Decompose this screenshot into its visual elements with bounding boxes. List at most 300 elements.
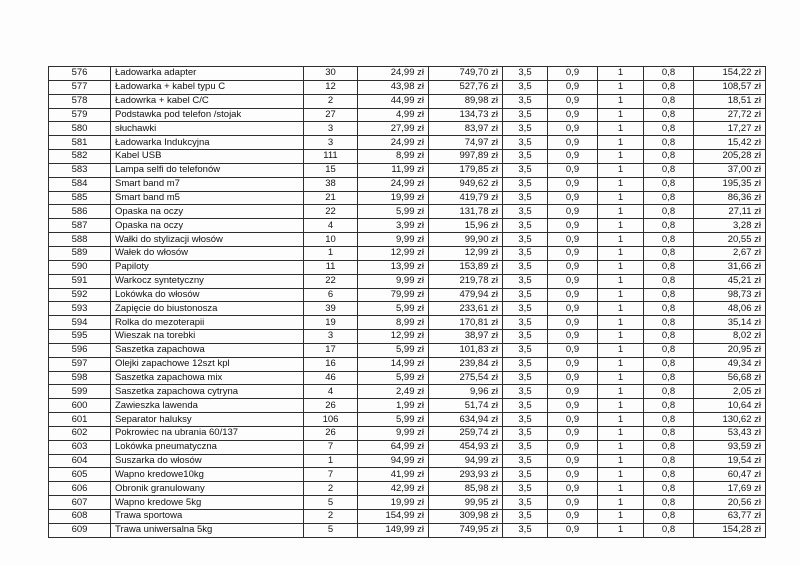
cell-row-number: 604 xyxy=(49,454,111,468)
cell-factor-4: 0,8 xyxy=(644,108,694,122)
table-row xyxy=(49,496,766,510)
cell-factor-3: 1 xyxy=(598,108,644,122)
cell-total-value: 293,93 zł xyxy=(429,468,503,482)
cell-product-name: Olejki zapachowe 12szt kpl xyxy=(111,357,304,371)
cell-factor-3: 1 xyxy=(598,454,644,468)
cell-factor-1: 3,5 xyxy=(503,496,548,510)
cell-total-value: 275,54 zł xyxy=(429,371,503,385)
cell-quantity: 10 xyxy=(304,233,358,247)
cell-unit-price: 24,99 zł xyxy=(358,136,429,150)
cell-quantity: 46 xyxy=(304,371,358,385)
cell-quantity: 3 xyxy=(304,330,358,344)
cell-final-value: 195,35 zł xyxy=(694,177,766,191)
table-row xyxy=(49,163,766,177)
cell-unit-price: 43,98 zł xyxy=(358,80,429,94)
cell-quantity: 16 xyxy=(304,357,358,371)
cell-product-name: Smart band m5 xyxy=(111,191,304,205)
cell-final-value: 10,64 zł xyxy=(694,399,766,413)
cell-quantity: 6 xyxy=(304,288,358,302)
cell-final-value: 86,36 zł xyxy=(694,191,766,205)
cell-factor-4: 0,8 xyxy=(644,316,694,330)
cell-row-number: 597 xyxy=(49,357,111,371)
cell-factor-1: 3,5 xyxy=(503,163,548,177)
cell-product-name: Rolka do mezoterapii xyxy=(111,316,304,330)
cell-factor-1: 3,5 xyxy=(503,260,548,274)
cell-total-value: 51,74 zł xyxy=(429,399,503,413)
cell-factor-1: 3,5 xyxy=(503,426,548,440)
cell-factor-4: 0,8 xyxy=(644,177,694,191)
cell-factor-1: 3,5 xyxy=(503,219,548,233)
cell-final-value: 108,57 zł xyxy=(694,80,766,94)
cell-factor-3: 1 xyxy=(598,468,644,482)
cell-product-name: Kabel USB xyxy=(111,150,304,164)
table-row xyxy=(49,150,766,164)
cell-factor-3: 1 xyxy=(598,219,644,233)
cell-quantity: 5 xyxy=(304,523,358,537)
cell-unit-price: 13,99 zł xyxy=(358,260,429,274)
cell-total-value: 99,95 zł xyxy=(429,496,503,510)
cell-factor-3: 1 xyxy=(598,426,644,440)
cell-unit-price: 27,99 zł xyxy=(358,122,429,136)
cell-factor-2: 0,9 xyxy=(548,523,598,537)
cell-factor-4: 0,8 xyxy=(644,468,694,482)
table-row xyxy=(49,385,766,399)
cell-quantity: 39 xyxy=(304,302,358,316)
table-row xyxy=(49,316,766,330)
cell-row-number: 605 xyxy=(49,468,111,482)
cell-row-number: 609 xyxy=(49,523,111,537)
cell-factor-1: 3,5 xyxy=(503,150,548,164)
cell-factor-1: 3,5 xyxy=(503,122,548,136)
cell-factor-1: 3,5 xyxy=(503,440,548,454)
cell-unit-price: 19,99 zł xyxy=(358,496,429,510)
cell-factor-2: 0,9 xyxy=(548,94,598,108)
cell-factor-4: 0,8 xyxy=(644,260,694,274)
cell-final-value: 18,51 zł xyxy=(694,94,766,108)
cell-factor-3: 1 xyxy=(598,496,644,510)
cell-unit-price: 154,99 zł xyxy=(358,510,429,524)
cell-total-value: 233,61 zł xyxy=(429,302,503,316)
table-row xyxy=(49,233,766,247)
cell-row-number: 577 xyxy=(49,80,111,94)
cell-row-number: 591 xyxy=(49,274,111,288)
cell-final-value: 53,43 zł xyxy=(694,426,766,440)
cell-row-number: 590 xyxy=(49,260,111,274)
cell-factor-2: 0,9 xyxy=(548,219,598,233)
cell-factor-2: 0,9 xyxy=(548,482,598,496)
cell-quantity: 12 xyxy=(304,80,358,94)
cell-factor-3: 1 xyxy=(598,177,644,191)
cell-row-number: 594 xyxy=(49,316,111,330)
cell-row-number: 608 xyxy=(49,510,111,524)
cell-factor-2: 0,9 xyxy=(548,302,598,316)
cell-quantity: 27 xyxy=(304,108,358,122)
cell-quantity: 17 xyxy=(304,343,358,357)
products-table xyxy=(48,66,766,538)
cell-factor-1: 3,5 xyxy=(503,191,548,205)
cell-factor-2: 0,9 xyxy=(548,67,598,81)
cell-product-name: Wapno kredowe10kg xyxy=(111,468,304,482)
cell-factor-4: 0,8 xyxy=(644,510,694,524)
cell-factor-4: 0,8 xyxy=(644,343,694,357)
table-row xyxy=(49,80,766,94)
cell-factor-2: 0,9 xyxy=(548,371,598,385)
cell-unit-price: 9,99 zł xyxy=(358,274,429,288)
cell-factor-4: 0,8 xyxy=(644,523,694,537)
cell-factor-1: 3,5 xyxy=(503,454,548,468)
cell-final-value: 2,05 zł xyxy=(694,385,766,399)
cell-total-value: 38,97 zł xyxy=(429,330,503,344)
cell-unit-price: 2,49 zł xyxy=(358,385,429,399)
cell-unit-price: 8,99 zł xyxy=(358,150,429,164)
cell-factor-4: 0,8 xyxy=(644,67,694,81)
table-row xyxy=(49,454,766,468)
cell-row-number: 593 xyxy=(49,302,111,316)
cell-factor-2: 0,9 xyxy=(548,343,598,357)
cell-factor-2: 0,9 xyxy=(548,357,598,371)
cell-final-value: 56,68 zł xyxy=(694,371,766,385)
cell-row-number: 586 xyxy=(49,205,111,219)
cell-unit-price: 12,99 zł xyxy=(358,246,429,260)
cell-factor-3: 1 xyxy=(598,385,644,399)
cell-row-number: 579 xyxy=(49,108,111,122)
table-row xyxy=(49,371,766,385)
cell-product-name: Ładowarka + kabel typu C xyxy=(111,80,304,94)
cell-factor-2: 0,9 xyxy=(548,274,598,288)
cell-factor-1: 3,5 xyxy=(503,246,548,260)
cell-total-value: 89,98 zł xyxy=(429,94,503,108)
cell-product-name: Wapno kredowe 5kg xyxy=(111,496,304,510)
cell-unit-price: 5,99 zł xyxy=(358,205,429,219)
cell-factor-3: 1 xyxy=(598,482,644,496)
cell-factor-1: 3,5 xyxy=(503,108,548,122)
cell-final-value: 31,66 zł xyxy=(694,260,766,274)
cell-final-value: 130,62 zł xyxy=(694,413,766,427)
cell-row-number: 581 xyxy=(49,136,111,150)
cell-unit-price: 5,99 zł xyxy=(358,343,429,357)
cell-total-value: 134,73 zł xyxy=(429,108,503,122)
cell-quantity: 22 xyxy=(304,274,358,288)
cell-unit-price: 24,99 zł xyxy=(358,67,429,81)
cell-unit-price: 42,99 zł xyxy=(358,482,429,496)
cell-product-name: Ładowarka Indukcyjna xyxy=(111,136,304,150)
products-table-body xyxy=(49,67,766,538)
cell-quantity: 30 xyxy=(304,67,358,81)
cell-factor-3: 1 xyxy=(598,316,644,330)
cell-product-name: Zapięcie do biustonosza xyxy=(111,302,304,316)
cell-total-value: 239,84 zł xyxy=(429,357,503,371)
cell-factor-2: 0,9 xyxy=(548,316,598,330)
table-row xyxy=(49,219,766,233)
cell-factor-1: 3,5 xyxy=(503,510,548,524)
cell-unit-price: 5,99 zł xyxy=(358,413,429,427)
cell-unit-price: 9,99 zł xyxy=(358,233,429,247)
cell-factor-1: 3,5 xyxy=(503,523,548,537)
cell-factor-2: 0,9 xyxy=(548,399,598,413)
cell-factor-3: 1 xyxy=(598,288,644,302)
cell-factor-2: 0,9 xyxy=(548,496,598,510)
cell-quantity: 11 xyxy=(304,260,358,274)
cell-factor-3: 1 xyxy=(598,136,644,150)
cell-factor-2: 0,9 xyxy=(548,108,598,122)
cell-factor-1: 3,5 xyxy=(503,233,548,247)
cell-final-value: 35,14 zł xyxy=(694,316,766,330)
table-row xyxy=(49,357,766,371)
table-row xyxy=(49,122,766,136)
cell-factor-3: 1 xyxy=(598,122,644,136)
table-row xyxy=(49,288,766,302)
cell-unit-price: 5,99 zł xyxy=(358,302,429,316)
cell-factor-3: 1 xyxy=(598,510,644,524)
cell-total-value: 179,85 zł xyxy=(429,163,503,177)
cell-factor-4: 0,8 xyxy=(644,440,694,454)
cell-total-value: 85,98 zł xyxy=(429,482,503,496)
cell-total-value: 219,78 zł xyxy=(429,274,503,288)
cell-factor-2: 0,9 xyxy=(548,440,598,454)
cell-unit-price: 9,99 zł xyxy=(358,426,429,440)
cell-unit-price: 4,99 zł xyxy=(358,108,429,122)
cell-final-value: 20,56 zł xyxy=(694,496,766,510)
cell-factor-4: 0,8 xyxy=(644,205,694,219)
table-row xyxy=(49,246,766,260)
cell-factor-3: 1 xyxy=(598,205,644,219)
cell-factor-4: 0,8 xyxy=(644,219,694,233)
cell-factor-4: 0,8 xyxy=(644,80,694,94)
cell-factor-2: 0,9 xyxy=(548,426,598,440)
cell-product-name: Saszetka zapachowa mix xyxy=(111,371,304,385)
table-row xyxy=(49,274,766,288)
cell-total-value: 997,89 zł xyxy=(429,150,503,164)
cell-quantity: 26 xyxy=(304,399,358,413)
cell-row-number: 598 xyxy=(49,371,111,385)
cell-final-value: 63,77 zł xyxy=(694,510,766,524)
cell-product-name: Ładowrka + kabel C/C xyxy=(111,94,304,108)
cell-factor-4: 0,8 xyxy=(644,288,694,302)
cell-factor-4: 0,8 xyxy=(644,426,694,440)
cell-factor-2: 0,9 xyxy=(548,163,598,177)
cell-factor-1: 3,5 xyxy=(503,371,548,385)
cell-total-value: 419,79 zł xyxy=(429,191,503,205)
cell-factor-2: 0,9 xyxy=(548,233,598,247)
cell-row-number: 584 xyxy=(49,177,111,191)
cell-factor-2: 0,9 xyxy=(548,177,598,191)
cell-quantity: 26 xyxy=(304,426,358,440)
cell-row-number: 600 xyxy=(49,399,111,413)
table-row xyxy=(49,510,766,524)
cell-product-name: Obronik granulowany xyxy=(111,482,304,496)
cell-factor-3: 1 xyxy=(598,94,644,108)
cell-factor-2: 0,9 xyxy=(548,205,598,219)
cell-final-value: 27,11 zł xyxy=(694,205,766,219)
cell-factor-1: 3,5 xyxy=(503,302,548,316)
cell-quantity: 5 xyxy=(304,496,358,510)
cell-factor-1: 3,5 xyxy=(503,399,548,413)
cell-unit-price: 1,99 zł xyxy=(358,399,429,413)
cell-factor-1: 3,5 xyxy=(503,94,548,108)
cell-factor-3: 1 xyxy=(598,67,644,81)
cell-total-value: 479,94 zł xyxy=(429,288,503,302)
cell-product-name: Opaska na oczy xyxy=(111,219,304,233)
cell-factor-4: 0,8 xyxy=(644,163,694,177)
cell-total-value: 15,96 zł xyxy=(429,219,503,233)
cell-product-name: Trawa sportowa xyxy=(111,510,304,524)
cell-row-number: 578 xyxy=(49,94,111,108)
cell-final-value: 2,67 zł xyxy=(694,246,766,260)
cell-factor-1: 3,5 xyxy=(503,136,548,150)
cell-final-value: 3,28 zł xyxy=(694,219,766,233)
cell-factor-3: 1 xyxy=(598,233,644,247)
cell-row-number: 588 xyxy=(49,233,111,247)
cell-factor-4: 0,8 xyxy=(644,150,694,164)
cell-product-name: Podstawka pod telefon /stojak xyxy=(111,108,304,122)
cell-factor-4: 0,8 xyxy=(644,274,694,288)
cell-factor-2: 0,9 xyxy=(548,385,598,399)
cell-factor-3: 1 xyxy=(598,150,644,164)
cell-row-number: 582 xyxy=(49,150,111,164)
cell-quantity: 7 xyxy=(304,440,358,454)
cell-final-value: 98,73 zł xyxy=(694,288,766,302)
cell-factor-1: 3,5 xyxy=(503,80,548,94)
cell-factor-3: 1 xyxy=(598,330,644,344)
cell-factor-2: 0,9 xyxy=(548,510,598,524)
cell-quantity: 22 xyxy=(304,205,358,219)
cell-quantity: 38 xyxy=(304,177,358,191)
cell-factor-2: 0,9 xyxy=(548,260,598,274)
table-row xyxy=(49,136,766,150)
cell-row-number: 602 xyxy=(49,426,111,440)
cell-unit-price: 12,99 zł xyxy=(358,330,429,344)
cell-factor-4: 0,8 xyxy=(644,399,694,413)
cell-factor-1: 3,5 xyxy=(503,288,548,302)
cell-final-value: 154,28 zł xyxy=(694,523,766,537)
cell-product-name: Ładowarka adapter xyxy=(111,67,304,81)
cell-factor-3: 1 xyxy=(598,80,644,94)
cell-total-value: 153,89 zł xyxy=(429,260,503,274)
cell-factor-2: 0,9 xyxy=(548,413,598,427)
cell-unit-price: 5,99 zł xyxy=(358,371,429,385)
cell-factor-2: 0,9 xyxy=(548,122,598,136)
cell-factor-4: 0,8 xyxy=(644,94,694,108)
cell-factor-3: 1 xyxy=(598,343,644,357)
cell-product-name: Saszetka zapachowa cytryna xyxy=(111,385,304,399)
cell-final-value: 93,59 zł xyxy=(694,440,766,454)
cell-final-value: 17,69 zł xyxy=(694,482,766,496)
cell-row-number: 603 xyxy=(49,440,111,454)
cell-row-number: 583 xyxy=(49,163,111,177)
cell-row-number: 580 xyxy=(49,122,111,136)
cell-final-value: 17,27 zł xyxy=(694,122,766,136)
cell-factor-3: 1 xyxy=(598,413,644,427)
cell-factor-3: 1 xyxy=(598,357,644,371)
cell-total-value: 454,93 zł xyxy=(429,440,503,454)
cell-row-number: 601 xyxy=(49,413,111,427)
cell-factor-4: 0,8 xyxy=(644,246,694,260)
cell-factor-4: 0,8 xyxy=(644,233,694,247)
cell-row-number: 607 xyxy=(49,496,111,510)
cell-factor-4: 0,8 xyxy=(644,302,694,316)
cell-final-value: 45,21 zł xyxy=(694,274,766,288)
cell-unit-price: 19,99 zł xyxy=(358,191,429,205)
cell-product-name: Lampa selfi do telefonów xyxy=(111,163,304,177)
cell-product-name: Lokówka pneumatyczna xyxy=(111,440,304,454)
cell-row-number: 585 xyxy=(49,191,111,205)
cell-row-number: 587 xyxy=(49,219,111,233)
cell-factor-1: 3,5 xyxy=(503,343,548,357)
cell-unit-price: 24,99 zł xyxy=(358,177,429,191)
cell-quantity: 4 xyxy=(304,385,358,399)
table-row xyxy=(49,94,766,108)
cell-factor-4: 0,8 xyxy=(644,413,694,427)
cell-factor-3: 1 xyxy=(598,163,644,177)
cell-factor-1: 3,5 xyxy=(503,385,548,399)
cell-total-value: 259,74 zł xyxy=(429,426,503,440)
cell-unit-price: 94,99 zł xyxy=(358,454,429,468)
table-row xyxy=(49,413,766,427)
cell-final-value: 48,06 zł xyxy=(694,302,766,316)
cell-total-value: 131,78 zł xyxy=(429,205,503,219)
cell-final-value: 205,28 zł xyxy=(694,150,766,164)
cell-factor-1: 3,5 xyxy=(503,274,548,288)
cell-factor-1: 3,5 xyxy=(503,177,548,191)
cell-factor-2: 0,9 xyxy=(548,454,598,468)
cell-final-value: 15,42 zł xyxy=(694,136,766,150)
cell-total-value: 527,76 zł xyxy=(429,80,503,94)
cell-factor-4: 0,8 xyxy=(644,122,694,136)
cell-total-value: 309,98 zł xyxy=(429,510,503,524)
cell-factor-2: 0,9 xyxy=(548,246,598,260)
cell-unit-price: 14,99 zł xyxy=(358,357,429,371)
cell-total-value: 749,95 zł xyxy=(429,523,503,537)
cell-total-value: 12,99 zł xyxy=(429,246,503,260)
cell-total-value: 949,62 zł xyxy=(429,177,503,191)
cell-total-value: 170,81 zł xyxy=(429,316,503,330)
cell-factor-1: 3,5 xyxy=(503,205,548,219)
cell-factor-3: 1 xyxy=(598,302,644,316)
cell-row-number: 596 xyxy=(49,343,111,357)
cell-unit-price: 44,99 zł xyxy=(358,94,429,108)
cell-unit-price: 11,99 zł xyxy=(358,163,429,177)
cell-row-number: 576 xyxy=(49,67,111,81)
table-row xyxy=(49,177,766,191)
cell-quantity: 111 xyxy=(304,150,358,164)
cell-factor-3: 1 xyxy=(598,260,644,274)
cell-unit-price: 8,99 zł xyxy=(358,316,429,330)
cell-final-value: 20,95 zł xyxy=(694,343,766,357)
cell-row-number: 599 xyxy=(49,385,111,399)
table-row xyxy=(49,191,766,205)
cell-quantity: 21 xyxy=(304,191,358,205)
cell-total-value: 101,83 zł xyxy=(429,343,503,357)
cell-factor-3: 1 xyxy=(598,371,644,385)
cell-factor-1: 3,5 xyxy=(503,316,548,330)
cell-factor-2: 0,9 xyxy=(548,288,598,302)
cell-product-name: Trawa uniwersalna 5kg xyxy=(111,523,304,537)
cell-factor-3: 1 xyxy=(598,440,644,454)
cell-factor-3: 1 xyxy=(598,246,644,260)
cell-quantity: 3 xyxy=(304,136,358,150)
cell-quantity: 4 xyxy=(304,219,358,233)
cell-factor-4: 0,8 xyxy=(644,330,694,344)
cell-factor-4: 0,8 xyxy=(644,496,694,510)
cell-product-name: Saszetka zapachowa xyxy=(111,343,304,357)
cell-factor-3: 1 xyxy=(598,523,644,537)
cell-product-name: Opaska na oczy xyxy=(111,205,304,219)
cell-quantity: 1 xyxy=(304,454,358,468)
cell-total-value: 99,90 zł xyxy=(429,233,503,247)
cell-total-value: 83,97 zł xyxy=(429,122,503,136)
cell-factor-1: 3,5 xyxy=(503,468,548,482)
cell-final-value: 49,34 zł xyxy=(694,357,766,371)
